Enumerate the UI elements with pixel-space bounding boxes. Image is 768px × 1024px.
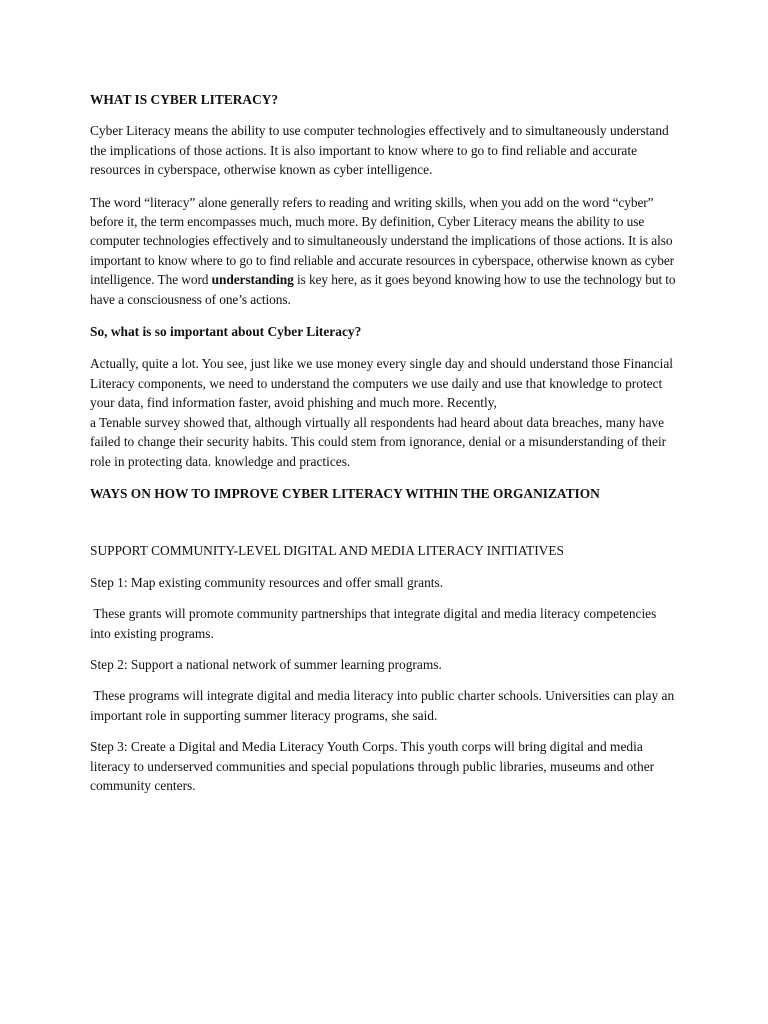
heading-why-important: So, what is so important about Cyber Literacy?: [90, 324, 362, 340]
bold-understanding: understanding: [211, 272, 294, 288]
document-page: [90, 90, 678, 795]
heading-ways-to-improve: WAYS ON HOW TO IMPROVE CYBER LITERACY WITHIN THE ORGANIZATION: [90, 485, 600, 501]
step-2: Step 2: Support a national network of summer learning programs.: [90, 656, 442, 672]
paragraph-literacy-word-text-2: is key here, as it goes beyond knowing how to use the technology but to have a consciousness of one’s actions.: [90, 272, 676, 307]
step-1: Step 1: Map existing community resources and offer small grants.: [90, 574, 444, 590]
subheading-community-initiatives: SUPPORT COMMUNITY-LEVEL DIGITAL AND MEDIA LITERACY INITIATIVES: [90, 543, 564, 559]
step-3: Step 3: Create a Digital and Media Literacy Youth Corps. This youth corps will bring digital and media literacy to underserved communities and special populations through public libraries, museums and other community centers.: [90, 739, 655, 793]
step-2-detail: These programs will integrate digital and media literacy into public charter schools. Universities can play an important role in supporting summer literacy programs, she said.: [90, 688, 678, 723]
step-1-detail: These grants will promote community partnerships that integrate digital and media literacy competencies into existing programs.: [90, 606, 660, 641]
paragraph-importance-line-2: a Tenable survey showed that, although virtually all respondents had heard about data breaches, many have failed to change their security habits. This could stem from ignorance, denial or a misunderstanding of their role in protecting data. knowledge and practices.: [90, 414, 667, 469]
paragraph-importance-line-1: Actually, quite a lot. You see, just like we use money every single day and should understand those Financial Literacy components, we need to understand the computers we use daily and use that knowledge to protect your data, find information faster, avoid phishing and much more. Recently,: [90, 356, 674, 411]
paragraph-literacy-word: [90, 193, 678, 309]
paragraph-definition: Cyber Literacy means the ability to use computer technologies effectively and to simultaneously understand the implications of those actions. It is also important to know where to go to find reliable and accurate resources in cyberspace, otherwise known as cyber intelligence.: [90, 123, 669, 178]
paragraph-literacy-word-text-1: The word “literacy” alone generally refers to reading and writing skills, when you add on the word “cyber” before it, the term encompasses much, much more. By definition, Cyber Literacy means the ability to use computer technologies effectively and to simultaneously understand the implications of those actions. It is also important to know where to go to find reliable and accurate resources in cyberspace, otherwise known as cyber intelligence. The word: [90, 194, 675, 288]
heading-what-is-cyber-literacy: WHAT IS CYBER LITERACY?: [90, 92, 279, 107]
paragraph-importance: [90, 354, 678, 470]
